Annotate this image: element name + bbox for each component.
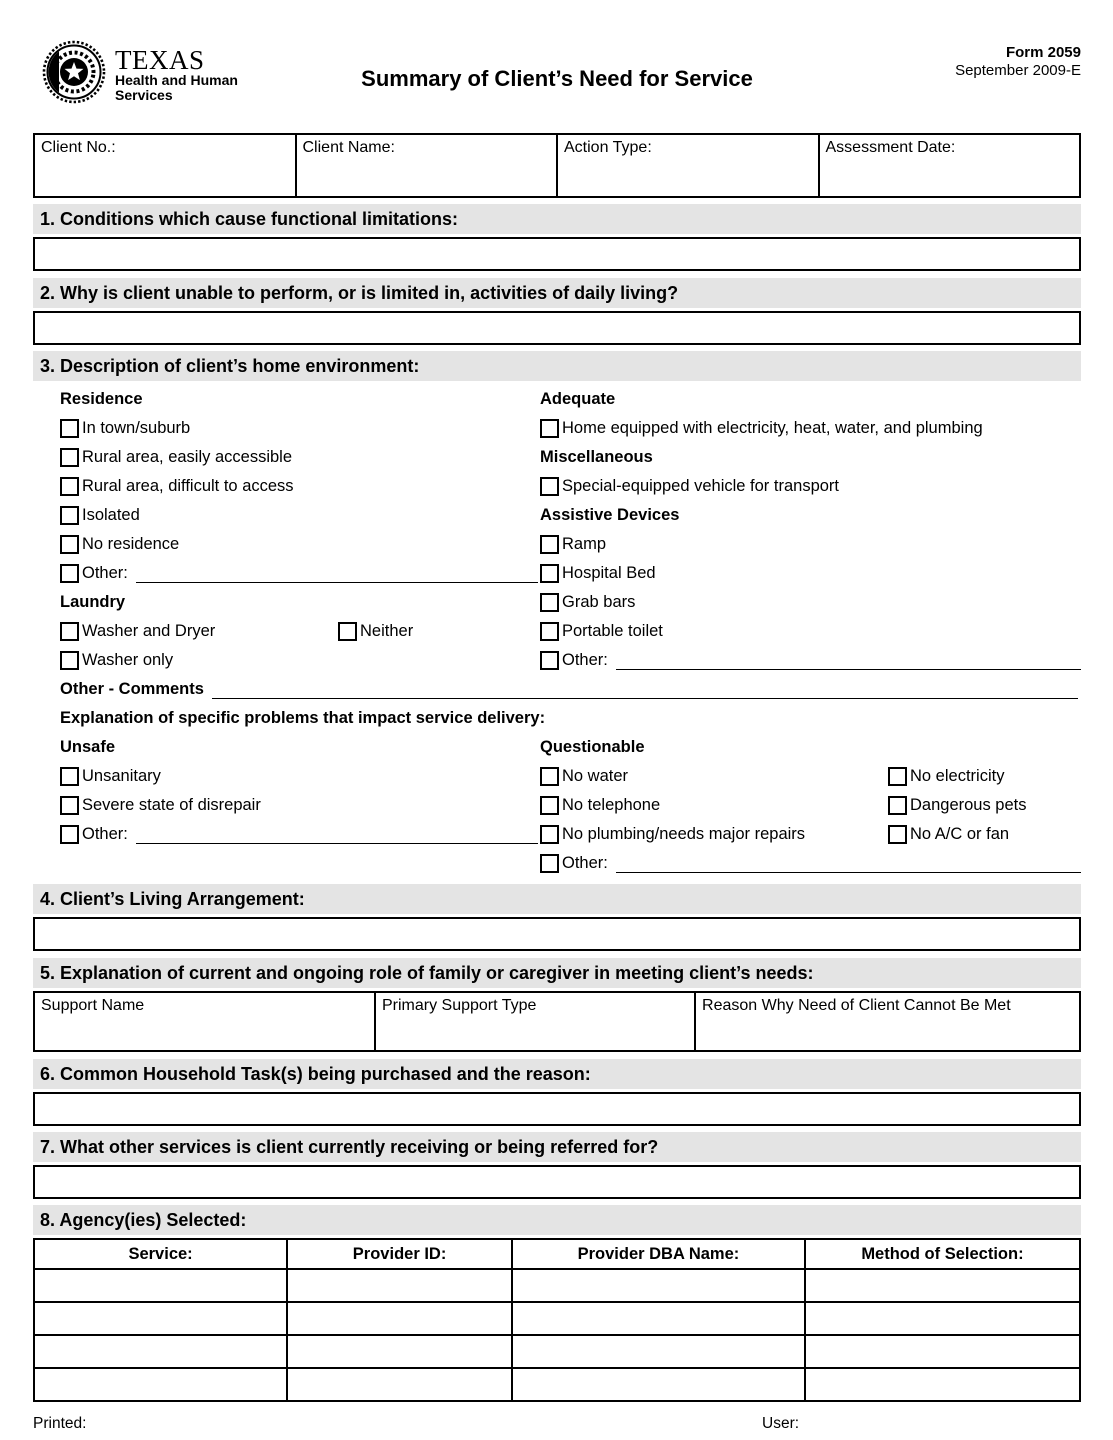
section2-header: 2. Why is client unable to perform, or is limited in, activities of daily living? [33,278,1081,308]
label-rural-difficult-access: Rural area, difficult to access [82,477,294,495]
printed-label: Printed: [33,1415,87,1432]
laundry-heading: Laundry [60,593,126,611]
checkbox-rural-easily-accessible[interactable] [60,448,79,467]
agency-4-method-cell[interactable] [805,1368,1080,1401]
agency-2-service-cell[interactable] [34,1302,287,1335]
explanation-heading: Explanation of specific problems that impact service delivery: [60,709,546,727]
questionable-other-write-in-line[interactable] [616,855,1081,873]
action-type-label: Action Type: [564,139,652,156]
label-ramp: Ramp [562,535,607,553]
label-unsanitary: Unsanitary [82,767,161,785]
client-name-label: Client Name: [302,139,395,156]
user-label: User: [762,1415,800,1432]
checkbox-washer-and-dryer[interactable] [60,622,79,641]
method-of-selection-column-header: Method of Selection: [805,1239,1080,1269]
form-revision-date: September 2009-E [955,62,1081,79]
agency-2-method-cell[interactable] [805,1302,1080,1335]
agency-4-provider-dba-cell[interactable] [512,1368,805,1401]
label-questionable-other: Other: [562,854,608,872]
agency-table [33,1238,1081,1402]
checkbox-dangerous-pets[interactable] [888,796,907,815]
client-no-label: Client No.: [41,139,116,156]
checkbox-no-water[interactable] [540,767,559,786]
checkbox-home-equipped[interactable] [540,419,559,438]
reason-need-not-met-field[interactable] [695,992,1080,1051]
section3-body [33,381,1081,878]
form-meta [955,44,1081,80]
agency-3-provider-id-cell[interactable] [287,1335,512,1368]
support-name-label: Support Name [41,997,145,1014]
agency-row-3 [34,1335,1080,1368]
checkbox-no-telephone[interactable] [540,796,559,815]
action-type-field[interactable] [557,134,819,197]
checkbox-assistive-other[interactable] [540,651,559,670]
label-washer-and-dryer: Washer and Dryer [82,622,216,640]
label-special-equipped-vehicle: Special-equipped vehicle for transport [562,477,839,495]
section6-header: 6. Common Household Task(s) being purchased and the reason: [33,1059,1081,1089]
provider-id-column-header: Provider ID: [287,1239,512,1269]
label-hospital-bed: Hospital Bed [562,564,656,582]
reason-need-not-met-label: Reason Why Need of Client Cannot Be Met [702,997,1011,1014]
section2-input[interactable] [33,311,1081,345]
residence-laundry-column [60,385,538,675]
label-no-telephone: No telephone [562,796,661,814]
client-name-field[interactable] [296,134,558,197]
label-neither: Neither [360,622,414,640]
checkbox-portable-toilet[interactable] [540,622,559,641]
miscellaneous-heading: Miscellaneous [540,448,653,466]
agency-table-header-row [34,1239,1080,1269]
checkbox-questionable-other[interactable] [540,854,559,873]
residence-heading: Residence [60,390,143,408]
label-isolated: Isolated [82,506,140,524]
checkbox-special-equipped-vehicle[interactable] [540,477,559,496]
section5-header: 5. Explanation of current and ongoing role of family or caregiver in meeting client’s needs: [33,958,1081,988]
section7-header: 7. What other services is client currently receiving or being referred for? [33,1132,1081,1162]
agency-2-provider-id-cell[interactable] [287,1302,512,1335]
checkbox-unsanitary[interactable] [60,767,79,786]
agency-1-service-cell[interactable] [34,1269,287,1302]
label-in-town-suburb: In town/suburb [82,419,191,437]
agency-4-service-cell[interactable] [34,1368,287,1401]
section1-input[interactable] [33,237,1081,271]
label-grab-bars: Grab bars [562,593,636,611]
checkbox-severe-disrepair[interactable] [60,796,79,815]
section3-header: 3. Description of client’s home environment: [33,351,1081,381]
unsafe-column [60,733,538,849]
assessment-date-label: Assessment Date: [825,139,956,156]
label-assistive-other: Other: [562,651,608,669]
assistive-other-write-in-line[interactable] [616,652,1081,670]
checkbox-no-electricity[interactable] [888,767,907,786]
checkbox-no-ac-or-fan[interactable] [888,825,907,844]
label-no-water: No water [562,767,629,785]
agency-row-4 [34,1368,1080,1401]
checkbox-washer-only[interactable] [60,651,79,670]
label-no-ac-or-fan: No A/C or fan [910,825,1010,843]
page-footer [33,1415,1081,1435]
agency-2-provider-dba-cell[interactable] [512,1302,805,1335]
client-no-field[interactable] [34,134,296,197]
unsafe-other-write-in-line[interactable] [136,826,538,844]
section7-input[interactable] [33,1165,1081,1199]
other-comments-row [60,675,1078,704]
label-no-residence: No residence [82,535,180,553]
checkbox-no-plumbing[interactable] [540,825,559,844]
unsafe-heading: Unsafe [60,738,116,756]
checkbox-grab-bars[interactable] [540,593,559,612]
other-comments-label: Other - Comments [60,680,204,698]
agency-name-line1: Health and Human [115,72,238,88]
assistive-devices-heading: Assistive Devices [540,506,680,524]
page-title: Summary of Client’s Need for Service [361,66,753,91]
agency-row-2 [34,1302,1080,1335]
agency-1-method-cell[interactable] [805,1269,1080,1302]
checkbox-residence-other[interactable] [60,564,79,583]
primary-support-type-field[interactable] [375,992,695,1051]
section8-header: 8. Agency(ies) Selected: [33,1205,1081,1235]
form-header [33,0,1081,133]
section4-input[interactable] [33,917,1081,951]
checkbox-neither[interactable] [338,622,357,641]
checkbox-no-residence[interactable] [60,535,79,554]
checkbox-ramp[interactable] [540,535,559,554]
agency-row-1 [34,1269,1080,1302]
section6-input[interactable] [33,1092,1081,1126]
agency-3-method-cell[interactable] [805,1335,1080,1368]
client-info-table [33,133,1081,198]
label-portable-toilet: Portable toilet [562,622,663,640]
form-number: Form 2059 [1005,44,1081,61]
agency-3-provider-dba-cell[interactable] [512,1335,805,1368]
service-column-header: Service: [34,1239,287,1269]
checkbox-hospital-bed[interactable] [540,564,559,583]
label-unsafe-other: Other: [82,825,128,843]
label-no-plumbing: No plumbing/needs major repairs [562,825,806,843]
checkbox-unsafe-other[interactable] [60,825,79,844]
support-name-field[interactable] [34,992,375,1051]
assessment-date-field[interactable] [819,134,1081,197]
questionable-heading: Questionable [540,738,645,756]
primary-support-type-label: Primary Support Type [381,997,537,1014]
agency-1-provider-id-cell[interactable] [287,1269,512,1302]
agency-1-provider-dba-cell[interactable] [512,1269,805,1302]
checkbox-isolated[interactable] [60,506,79,525]
agency-name-texas: TEXAS [115,45,205,75]
support-table [33,991,1081,1052]
adequate-assistive-column [540,385,1081,675]
label-home-equipped: Home equipped with electricity, heat, water, and plumbing [562,419,983,437]
residence-other-write-in-line[interactable] [136,565,538,583]
other-comments-write-in-line[interactable] [212,681,1078,699]
section1-header: 1. Conditions which cause functional limitations: [33,204,1081,234]
label-severe-disrepair: Severe state of disrepair [82,796,261,814]
section4-header: 4. Client’s Living Arrangement: [33,884,1081,914]
label-no-electricity: No electricity [910,767,1005,785]
adequate-heading: Adequate [540,390,616,408]
agency-3-service-cell[interactable] [34,1335,287,1368]
provider-dba-name-column-header: Provider DBA Name: [512,1239,805,1269]
label-rural-easily-accessible: Rural area, easily accessible [82,448,293,466]
checkbox-in-town-suburb[interactable] [60,419,79,438]
agency-name-line2: Services [115,87,173,103]
label-washer-only: Washer only [82,651,174,669]
label-dangerous-pets: Dangerous pets [910,796,1027,814]
label-residence-other: Other: [82,564,128,582]
agency-4-provider-id-cell[interactable] [287,1368,512,1401]
checkbox-rural-difficult-access[interactable] [60,477,79,496]
questionable-column-2 [888,762,1080,849]
